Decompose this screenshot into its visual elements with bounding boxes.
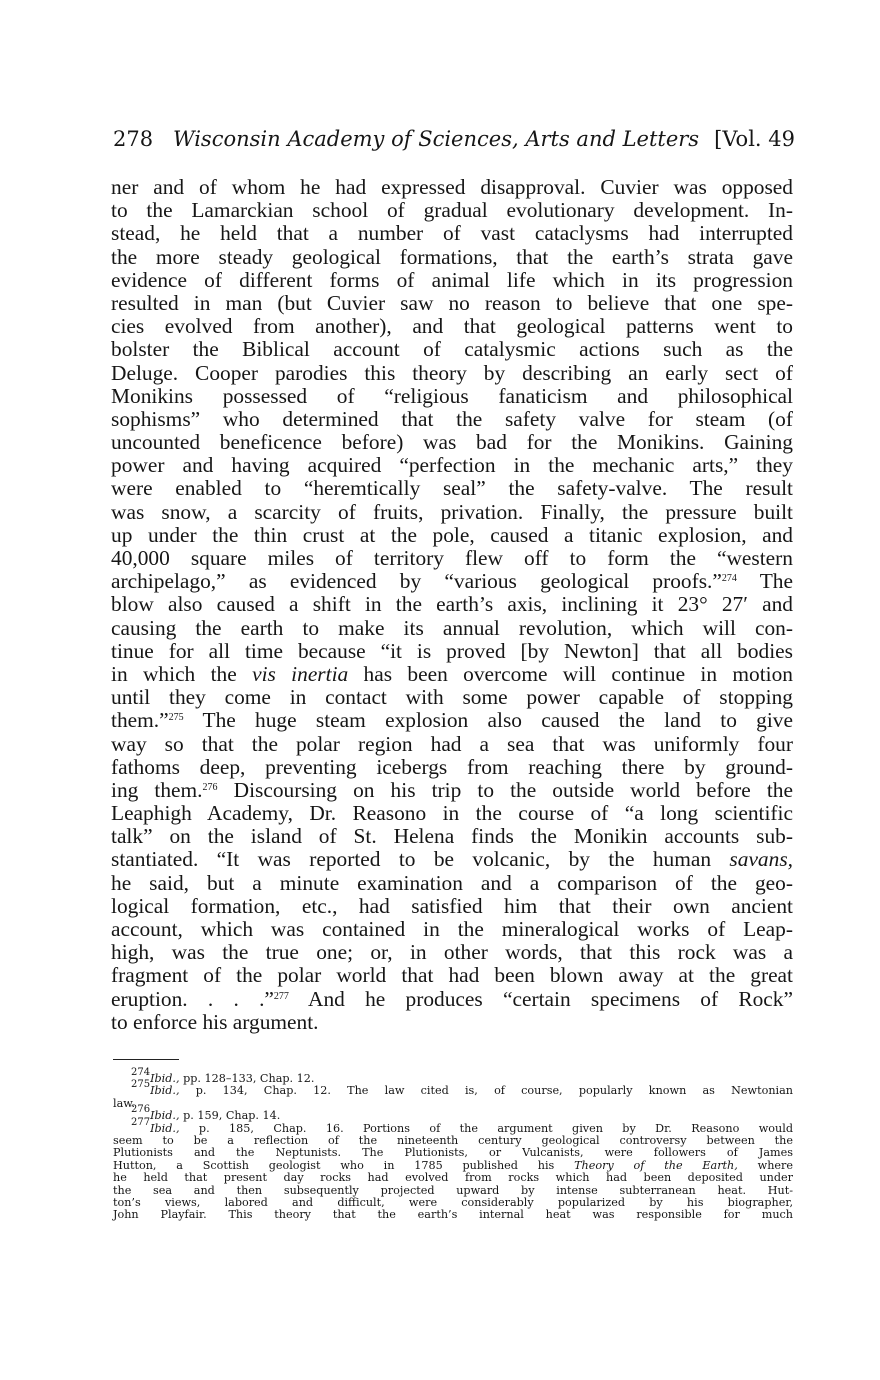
text-run: Discoursing on his trip to the outside world before the — [217, 777, 794, 802]
text-line: the more steady geological formations, that the earth’s strata gave — [111, 244, 793, 269]
text-line — [111, 779, 793, 802]
text-line: Monikins possessed of “religious fanaticism and philosophical — [111, 383, 793, 408]
volume-label: [Vol. 49 — [714, 127, 795, 151]
italic-term: savans, — [729, 847, 793, 872]
footnotes — [113, 1067, 793, 1222]
text-line: evidence of different forms of animal life which in its progression — [111, 267, 793, 292]
text-run: stantiated. “It was reported to be volcanic, by the human — [111, 847, 730, 872]
journal-title: Wisconsin Academy of Sciences, Arts and Letters — [173, 127, 700, 151]
text-line — [111, 709, 793, 732]
text-run: And he produces “certain specimens of Rock” — [288, 986, 793, 1011]
text-line: stead, he held that a number of vast cataclysms had interrupted — [111, 221, 793, 246]
text-line: to the Lamarckian school of gradual evolutionary development. In- — [111, 198, 793, 223]
ibid: Ibid., — [150, 1109, 180, 1123]
text-run: has been overcome will continue in motion — [348, 661, 793, 686]
footnote-number: 276 — [131, 1104, 151, 1116]
footnote-text: law. — [113, 1096, 136, 1110]
text-line: tinue for all time because “it is proved [by Newton] that all bodies — [111, 638, 793, 663]
text-line: up under the thin crust at the pole, caused a titanic explosion, and — [111, 522, 793, 547]
text-line: fragment of the polar world that had been blown away at the great — [111, 963, 793, 988]
footnote-text: the sea and then subsequently projected upward by intense subterranean heat. Hut- — [113, 1183, 793, 1197]
text-line: high, was the true one; or, in other words, that this rock was a — [111, 940, 793, 965]
text-line: Leaphigh Academy, Dr. Reasono in the course of “a long scientific — [111, 801, 793, 826]
text-line — [111, 663, 793, 686]
text-line: fathoms deep, preventing icebergs from reaching there by ground- — [111, 754, 793, 779]
footnote-text: p. 159, Chap. 14. — [179, 1109, 281, 1123]
text-run: them.” — [111, 708, 169, 733]
book-title: Theory of the Earth, — [574, 1158, 738, 1172]
text-run: The huge steam explosion also caused the land to give — [183, 708, 793, 733]
text-line: 40,000 square miles of territory flew off to form the “western — [111, 546, 793, 570]
text-run: The — [736, 569, 793, 594]
footnote-text: he held that present day rocks had evolved from rocks which had been deposited under — [113, 1171, 793, 1185]
footnote-text: Hutton, a Scottish geologist who in 1785 published his — [113, 1158, 575, 1172]
text-line: blow also caused a shift in the earth’s axis, inclining it 23° 27′ and — [111, 592, 793, 617]
footnote-text: p. 134, Chap. 12. The law cited is, of course, popularly known as Newtonian — [179, 1084, 793, 1098]
page-number: 278 — [113, 127, 154, 151]
text-line: uncounted beneficence before) was bad for the Monikins. Gaining — [111, 430, 793, 455]
text-line: account, which was contained in the mineralogical works of Leap- — [111, 917, 793, 941]
footnote-text: where — [737, 1158, 793, 1172]
footnote-ref-276[interactable]: 276 — [202, 781, 218, 793]
text-line: talk” on the island of St. Helena finds the Monikin accounts sub- — [111, 824, 793, 849]
text-line — [111, 988, 793, 1011]
footnote-ref-275[interactable]: 275 — [168, 712, 184, 724]
text-line: logical formation, etc., had satisfied him that their own ancient — [111, 893, 793, 918]
text-line: ner and of whom he had expressed disapproval. Cuvier was opposed — [111, 175, 793, 199]
text-line: to enforce his argument. — [111, 1009, 319, 1034]
running-header — [113, 127, 795, 157]
text-line — [111, 848, 793, 871]
footnote-number: 277 — [131, 1116, 151, 1128]
footnote-text: Plutionists and the Neptunists. The Plutionists, or Vulcanists, were followers of James — [113, 1146, 793, 1160]
text-line: causing the earth to make its annual revolution, which will con- — [111, 615, 793, 640]
footnote-number: 275 — [131, 1079, 151, 1091]
footnote-275 — [113, 1079, 793, 1110]
text-line: way so that the polar region had a sea that was uniformly four — [111, 731, 793, 756]
text-run: eruption. . . .” — [111, 986, 274, 1011]
footnote-ref-277[interactable]: 277 — [273, 990, 289, 1002]
footnote-rule — [113, 1059, 179, 1060]
text-run: in which the — [111, 661, 253, 686]
text-line: bolster the Biblical account of catalysmic actions such as the — [111, 337, 793, 362]
footnote-text: seem to be a reflection of the nineteenth century geological controversy between the — [113, 1133, 793, 1147]
ibid: Ibid., — [150, 1084, 180, 1098]
text-line: were enabled to “heremtically seal” the safety-valve. The result — [111, 476, 793, 501]
body-text — [111, 176, 793, 1034]
italic-term: vis inertia — [252, 661, 349, 686]
footnote-text: ton’s views, labored and difficult, were considerably popularized by his biographer, — [113, 1195, 793, 1209]
text-line: was snow, a scarcity of fruits, privation. Finally, the pressure built — [111, 499, 793, 524]
text-line — [111, 570, 793, 593]
text-line: Deluge. Cooper parodies this theory by describing an early sect of — [111, 360, 793, 385]
text-run: archipelago,” as evidenced by “various geological proofs.” — [111, 569, 722, 594]
footnote-text: p. 185, Chap. 16. Portions of the argument given by Dr. Reasono would — [179, 1121, 793, 1135]
ibid: Ibid., — [150, 1072, 180, 1085]
footnote-text: John Playfair. This theory that the earth’s internal heat was responsible for much — [113, 1208, 793, 1222]
footnote-ref-274[interactable]: 274 — [721, 573, 737, 585]
text-line: he said, but a minute examination and a comparison of the geo- — [111, 870, 793, 895]
text-line: until they come in contact with some power capable of stopping — [111, 685, 793, 710]
text-line: power and having acquired “perfection in the mechanic arts,” they — [111, 453, 793, 478]
text-run: ing them. — [111, 777, 203, 802]
text-line: resulted in man (but Cuvier saw no reason to believe that one spe- — [111, 290, 793, 315]
ibid: Ibid., — [150, 1121, 180, 1135]
footnote-text: pp. 128–133, Chap. 12. — [179, 1072, 315, 1085]
text-line: cies evolved from another), and that geological patterns went to — [111, 314, 793, 339]
footnote-number: 274 — [131, 1067, 151, 1078]
text-line: sophisms” who determined that the safety valve for steam (of — [111, 406, 793, 431]
